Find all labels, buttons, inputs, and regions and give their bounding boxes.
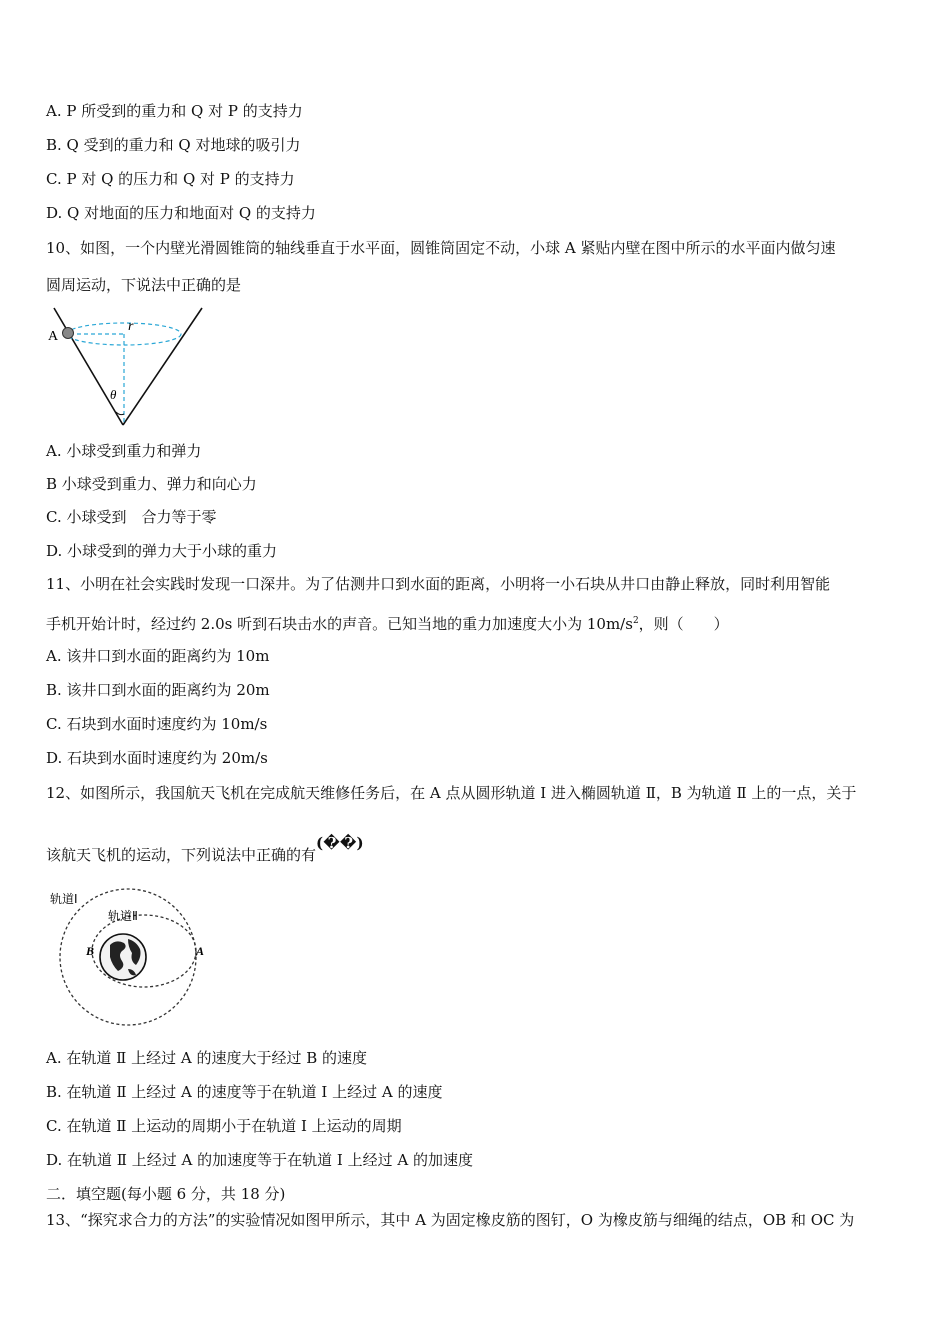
q12-option-c: C. 在轨道 Ⅱ 上运动的周期小于在轨道 Ⅰ 上运动的周期 xyxy=(46,1117,402,1135)
orbit-figure xyxy=(44,885,224,1035)
q11-stem-line2 xyxy=(46,611,729,634)
q10-stem-line1: 10、如图，一个内壁光滑圆锥筒的轴线垂直于水平面，圆锥筒固定不动，小球 A 紧贴内壁在图中所示的水平面内做匀速 xyxy=(46,239,836,257)
q9-option-d: D. Q 对地面的压力和地面对 Q 的支持力 xyxy=(46,204,316,222)
q10-option-d: D. 小球受到的弹力大于小球的重力 xyxy=(46,542,278,560)
q9-option-a: A. P 所受到的重力和 Q 对 P 的支持力 xyxy=(46,102,303,120)
section-2-title: 二．填空题(每小题 6 分，共 18 分) xyxy=(46,1185,286,1203)
q11-stem-line2-main: 手机开始计时，经过约 2.0s 听到石块击水的声音。已知当地的重力加速度大小为 10m/s xyxy=(46,615,633,633)
q11-option-a: A. 该井口到水面的距离约为 10m xyxy=(46,647,270,665)
q12-option-d: D. 在轨道 Ⅱ 上经过 A 的加速度等于在轨道 Ⅰ 上经过 A 的加速度 xyxy=(46,1151,473,1169)
q9-option-b: B. Q 受到的重力和 Q 对地球的吸引力 xyxy=(46,136,301,154)
ball-a xyxy=(63,328,74,339)
label-a: A xyxy=(48,329,59,344)
label-theta: θ xyxy=(110,387,117,402)
q11-option-d: D. 石块到水面时速度约为 20m/s xyxy=(46,749,268,767)
q10-option-c: C. 小球受到 合力等于零 xyxy=(46,508,217,526)
q12-stem-garbled: (��) xyxy=(316,834,364,852)
q13-stem-line1: 13、“探究求合力的方法”的实验情况如图甲所示，其中 A 为固定橡皮筋的图钉，O 为橡皮筋与细绳的结点，OB 和 OC 为 xyxy=(46,1211,855,1229)
orbit-1-label: 轨道Ⅰ xyxy=(50,892,78,906)
q12-stem-line1: 12、如图所示，我国航天飞机在完成航天维修任务后，在 A 点从圆形轨道 Ⅰ 进入椭圆轨道 Ⅱ，B 为轨道 Ⅱ 上的一点，关于 xyxy=(46,784,857,802)
q9-option-c: C. P 对 Q 的压力和 Q 对 P 的支持力 xyxy=(46,170,295,188)
q11-stem-exponent: 2 xyxy=(632,616,639,626)
q11-option-c: C. 石块到水面时速度约为 10m/s xyxy=(46,715,268,733)
orbit-2-label: 轨道Ⅱ xyxy=(108,909,138,923)
q12-stem-line2-main: 该航天飞机的运动，下列说法中正确的有 xyxy=(46,846,317,864)
q10-stem-line2: 圆周运动，下说法中正确的是 xyxy=(46,276,242,294)
q12-option-b: B. 在轨道 Ⅱ 上经过 A 的速度等于在轨道 Ⅰ 上经过 A 的速度 xyxy=(46,1083,443,1101)
q12-stem-line2 xyxy=(46,834,364,865)
cone-figure xyxy=(44,300,204,435)
q10-option-b: B 小球受到重力、弹力和向心力 xyxy=(46,475,257,493)
q11-option-b: B. 该井口到水面的距离约为 20m xyxy=(46,681,270,699)
label-b: B xyxy=(86,944,95,958)
q11-stem-line2-tail: ，则（ ） xyxy=(638,615,729,633)
label-a-orbit: A xyxy=(196,944,205,958)
q10-option-a: A. 小球受到重力和弹力 xyxy=(46,442,202,460)
q12-option-a: A. 在轨道 Ⅱ 上经过 A 的速度大于经过 B 的速度 xyxy=(46,1049,368,1067)
q11-stem-line1: 11、小明在社会实践时发现一口深井。为了估测井口到水面的距离，小明将一小石块从井口由静止释放，同时利用智能 xyxy=(46,575,831,593)
label-r: r xyxy=(128,319,134,334)
